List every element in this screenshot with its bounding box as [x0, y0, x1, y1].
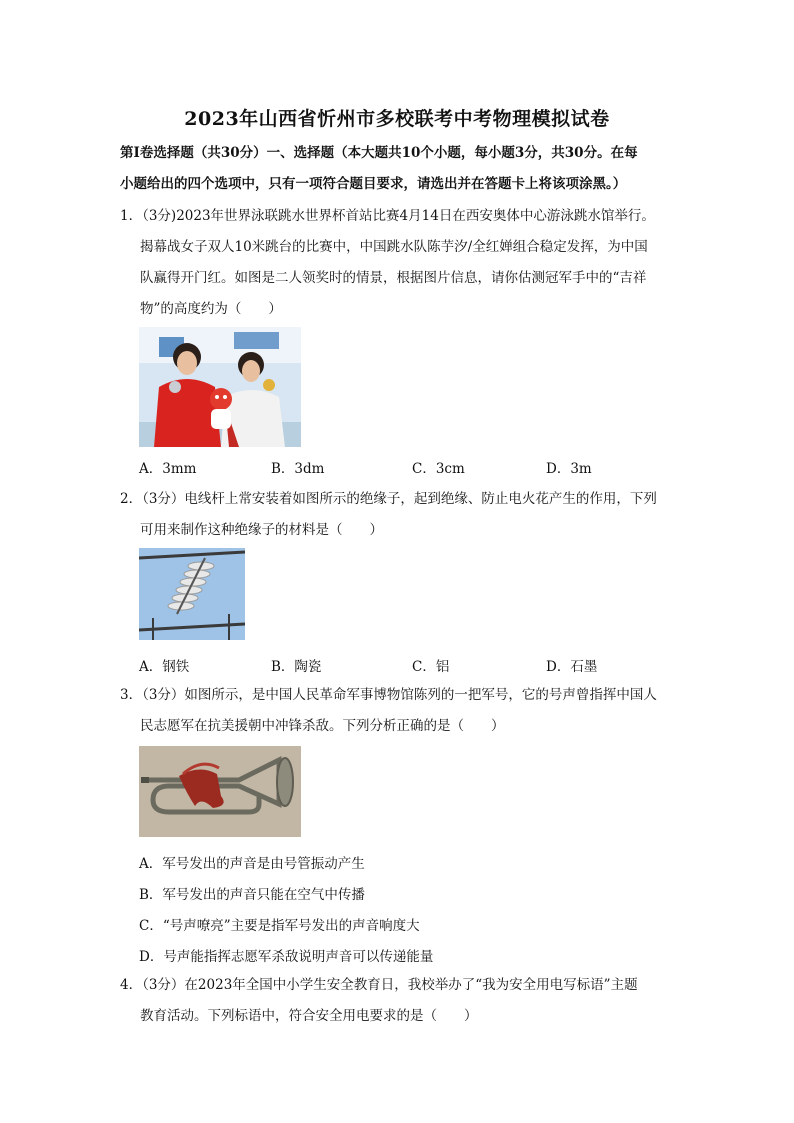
question-line: 3．（3分）如图所示，是中国人民革命军事博物馆陈列的一把军号，它的号声曾指挥中国人: [120, 687, 657, 703]
question-line: 可用来制作这种绝缘子的材料是（ ）: [140, 522, 383, 538]
question-2-options: [139, 655, 679, 679]
option-b[interactable]: B．军号发出的声音只能在空气中传播: [139, 887, 365, 903]
question-line: 揭幕战女子双人10米跳台的比赛中，中国跳水队陈芋汐/全红婵组合稳定发挥，为中国: [140, 239, 648, 255]
question-line: 教育活动。下列标语中，符合安全用电要求的是（ ）: [140, 1008, 478, 1024]
option-b[interactable]: B．3dm: [271, 461, 325, 477]
question-line: 4．（3分）在2023年全国中小学生安全教育日，我校举办了“我为安全用电写标语”主题: [120, 977, 638, 993]
option-c[interactable]: C．3cm: [412, 461, 465, 477]
option-d[interactable]: D．号声能指挥志愿军杀敌说明声音可以传递能量: [139, 949, 434, 965]
option-c[interactable]: C．铝: [412, 659, 450, 675]
question-4: [120, 970, 680, 1032]
divers-award-photo: [139, 327, 301, 447]
question-1-options: [139, 457, 679, 481]
question-1: [120, 201, 680, 325]
option-b[interactable]: B．陶瓷: [271, 659, 322, 675]
option-d[interactable]: D．3m: [546, 461, 592, 477]
question-line: 1．（3分)2023年世界泳联跳水世界杯首站比赛4月14日在西安奥体中心游泳跳水馆举行。: [120, 208, 655, 224]
question-line: 队赢得开门红。如图是二人领奖时的情景，根据图片信息，请你估测冠军手中的“吉祥: [140, 270, 647, 286]
option-c[interactable]: C．“号声嘹亮”主要是指军号发出的声音响度大: [139, 918, 420, 934]
question-2: [120, 484, 680, 546]
exam-title: 2023年山西省忻州市多校联考中考物理模拟试卷: [184, 108, 610, 130]
option-a[interactable]: A．3mm: [139, 461, 197, 477]
insulator-photo: [139, 548, 245, 640]
option-a[interactable]: A．钢铁: [139, 659, 190, 675]
section-line: 小题给出的四个选项中，只有一项符合题目要求，请选出并在答题卡上将该项涂黑。）: [120, 176, 627, 192]
question-line: 2．（3分）电线杆上常安装着如图所示的绝缘子，起到绝缘、防止电火花产生的作用，下列: [120, 491, 657, 507]
bugle-photo: [139, 746, 301, 837]
question-line: 民志愿军在抗美援朝中冲锋杀敌。下列分析正确的是（ ）: [140, 718, 505, 734]
question-line: 物”的高度约为（ ）: [140, 301, 282, 317]
option-a[interactable]: A．军号发出的声音是由号管振动产生: [139, 856, 365, 872]
option-d[interactable]: D．石墨: [546, 659, 598, 675]
question-3: [120, 680, 680, 742]
section-instructions: [120, 138, 680, 200]
section-line: 第Ⅰ卷选择题（共30分）一、选择题（本大题共10个小题，每小题3分，共30分。在每: [120, 145, 638, 161]
